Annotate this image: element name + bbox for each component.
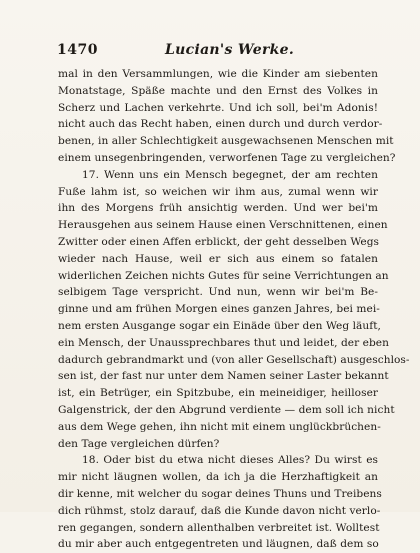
body-text — [58, 66, 410, 553]
text-line-20: ist, ein Betrüger, ein Spitzbube, ein meineidiger, heilloser — [58, 387, 378, 400]
text-line-13: widerlichen Zeichen nichts Gutes für seine Verrichtungen an — [58, 269, 389, 282]
text-line-23: den Tage vergleichen dürfen? — [58, 437, 220, 450]
text-line-16: nem ersten Ausgange sogar ein Einäde über den Weg läuft, — [58, 319, 381, 332]
text-line-9: ihn des Morgens früh ansichtig werden. Und wer bei'm — [58, 202, 378, 215]
text-line-14: selbigem Tage verspricht. Und nun, wenn wir bei'm Be- — [58, 286, 378, 299]
text-line-12: wieder nach Hause, weil er sich aus einem so fatalen — [58, 252, 378, 265]
page-number: 1470 — [57, 42, 98, 58]
text-line-1: mal in den Versammlungen, wie die Kinder am siebenten — [58, 68, 378, 80]
text-line-25: mir nicht läugnen wollen, da ich ja die Herzhaftigkeit an — [58, 471, 378, 484]
text-line-11: Zwitter oder einen Affen erblickt, der geht desselben Wegs — [58, 235, 380, 248]
running-title: Lucian's Werke. — [165, 42, 295, 58]
text-line-29: du mir aber auch entgegentreten und läugnen, daß dem so — [58, 538, 379, 551]
text-line-27: dich rühmst, stolz darauf, daß die Kunde davon nicht verlo- — [58, 504, 381, 517]
text-line-18: dadurch gebrandmarkt und (von aller Gesellschaft) ausgeschlos- — [58, 353, 410, 366]
text-line-4: nicht auch das Recht haben, einen durch und durch verdor- — [58, 118, 383, 131]
text-line-6: einem unsegenbringenden, verworfenen Tage zu vergleichen? — [58, 151, 396, 164]
text-line-15: ginne und am frühen Morgen eines ganzen Jahres, bei mei- — [58, 303, 380, 316]
text-line-19: sen ist, der fast nur unter dem Namen seiner Laster bekannt — [58, 370, 389, 383]
text-line-2: Monatstage, Späße machte und den Ernst des Volkes in — [58, 84, 378, 97]
text-line-28: ren gegangen, sondern allenthalben verbreitet ist. Wolltest — [58, 521, 380, 534]
text-line-26: dir kenne, mit welcher du sogar deines Thuns und Treibens — [58, 487, 382, 500]
text-line-10: Herausgehen aus seinem Hause einen Verschnittenen, einen — [58, 219, 388, 232]
page-header — [57, 42, 372, 58]
text-line-24: 18. Oder bist du etwa nicht dieses Alles? Du wirst es — [82, 454, 378, 467]
text-line-17: ein Mensch, der Unaussprechbares thut und leidet, der eben — [58, 336, 390, 349]
text-line-8: Fuße lahm ist, so weichen wir ihm aus, zumal wenn wir — [58, 185, 378, 198]
text-line-3: Scherz und Lachen verkehrte. Und ich soll, bei'm Adonis! — [58, 101, 378, 114]
text-line-21: Galgenstrick, der den Abgrund verdiente — dem soll ich nicht — [58, 403, 395, 416]
text-line-7: 17. Wenn uns ein Mensch begegnet, der am rechten — [82, 168, 378, 181]
text-line-22: aus dem Wege gehen, ihn nicht mit einem unglückbrüchen- — [58, 420, 381, 433]
text-line-5: benen, in aller Schlechtigkeit ausgewachsenen Menschen mit — [58, 135, 394, 148]
